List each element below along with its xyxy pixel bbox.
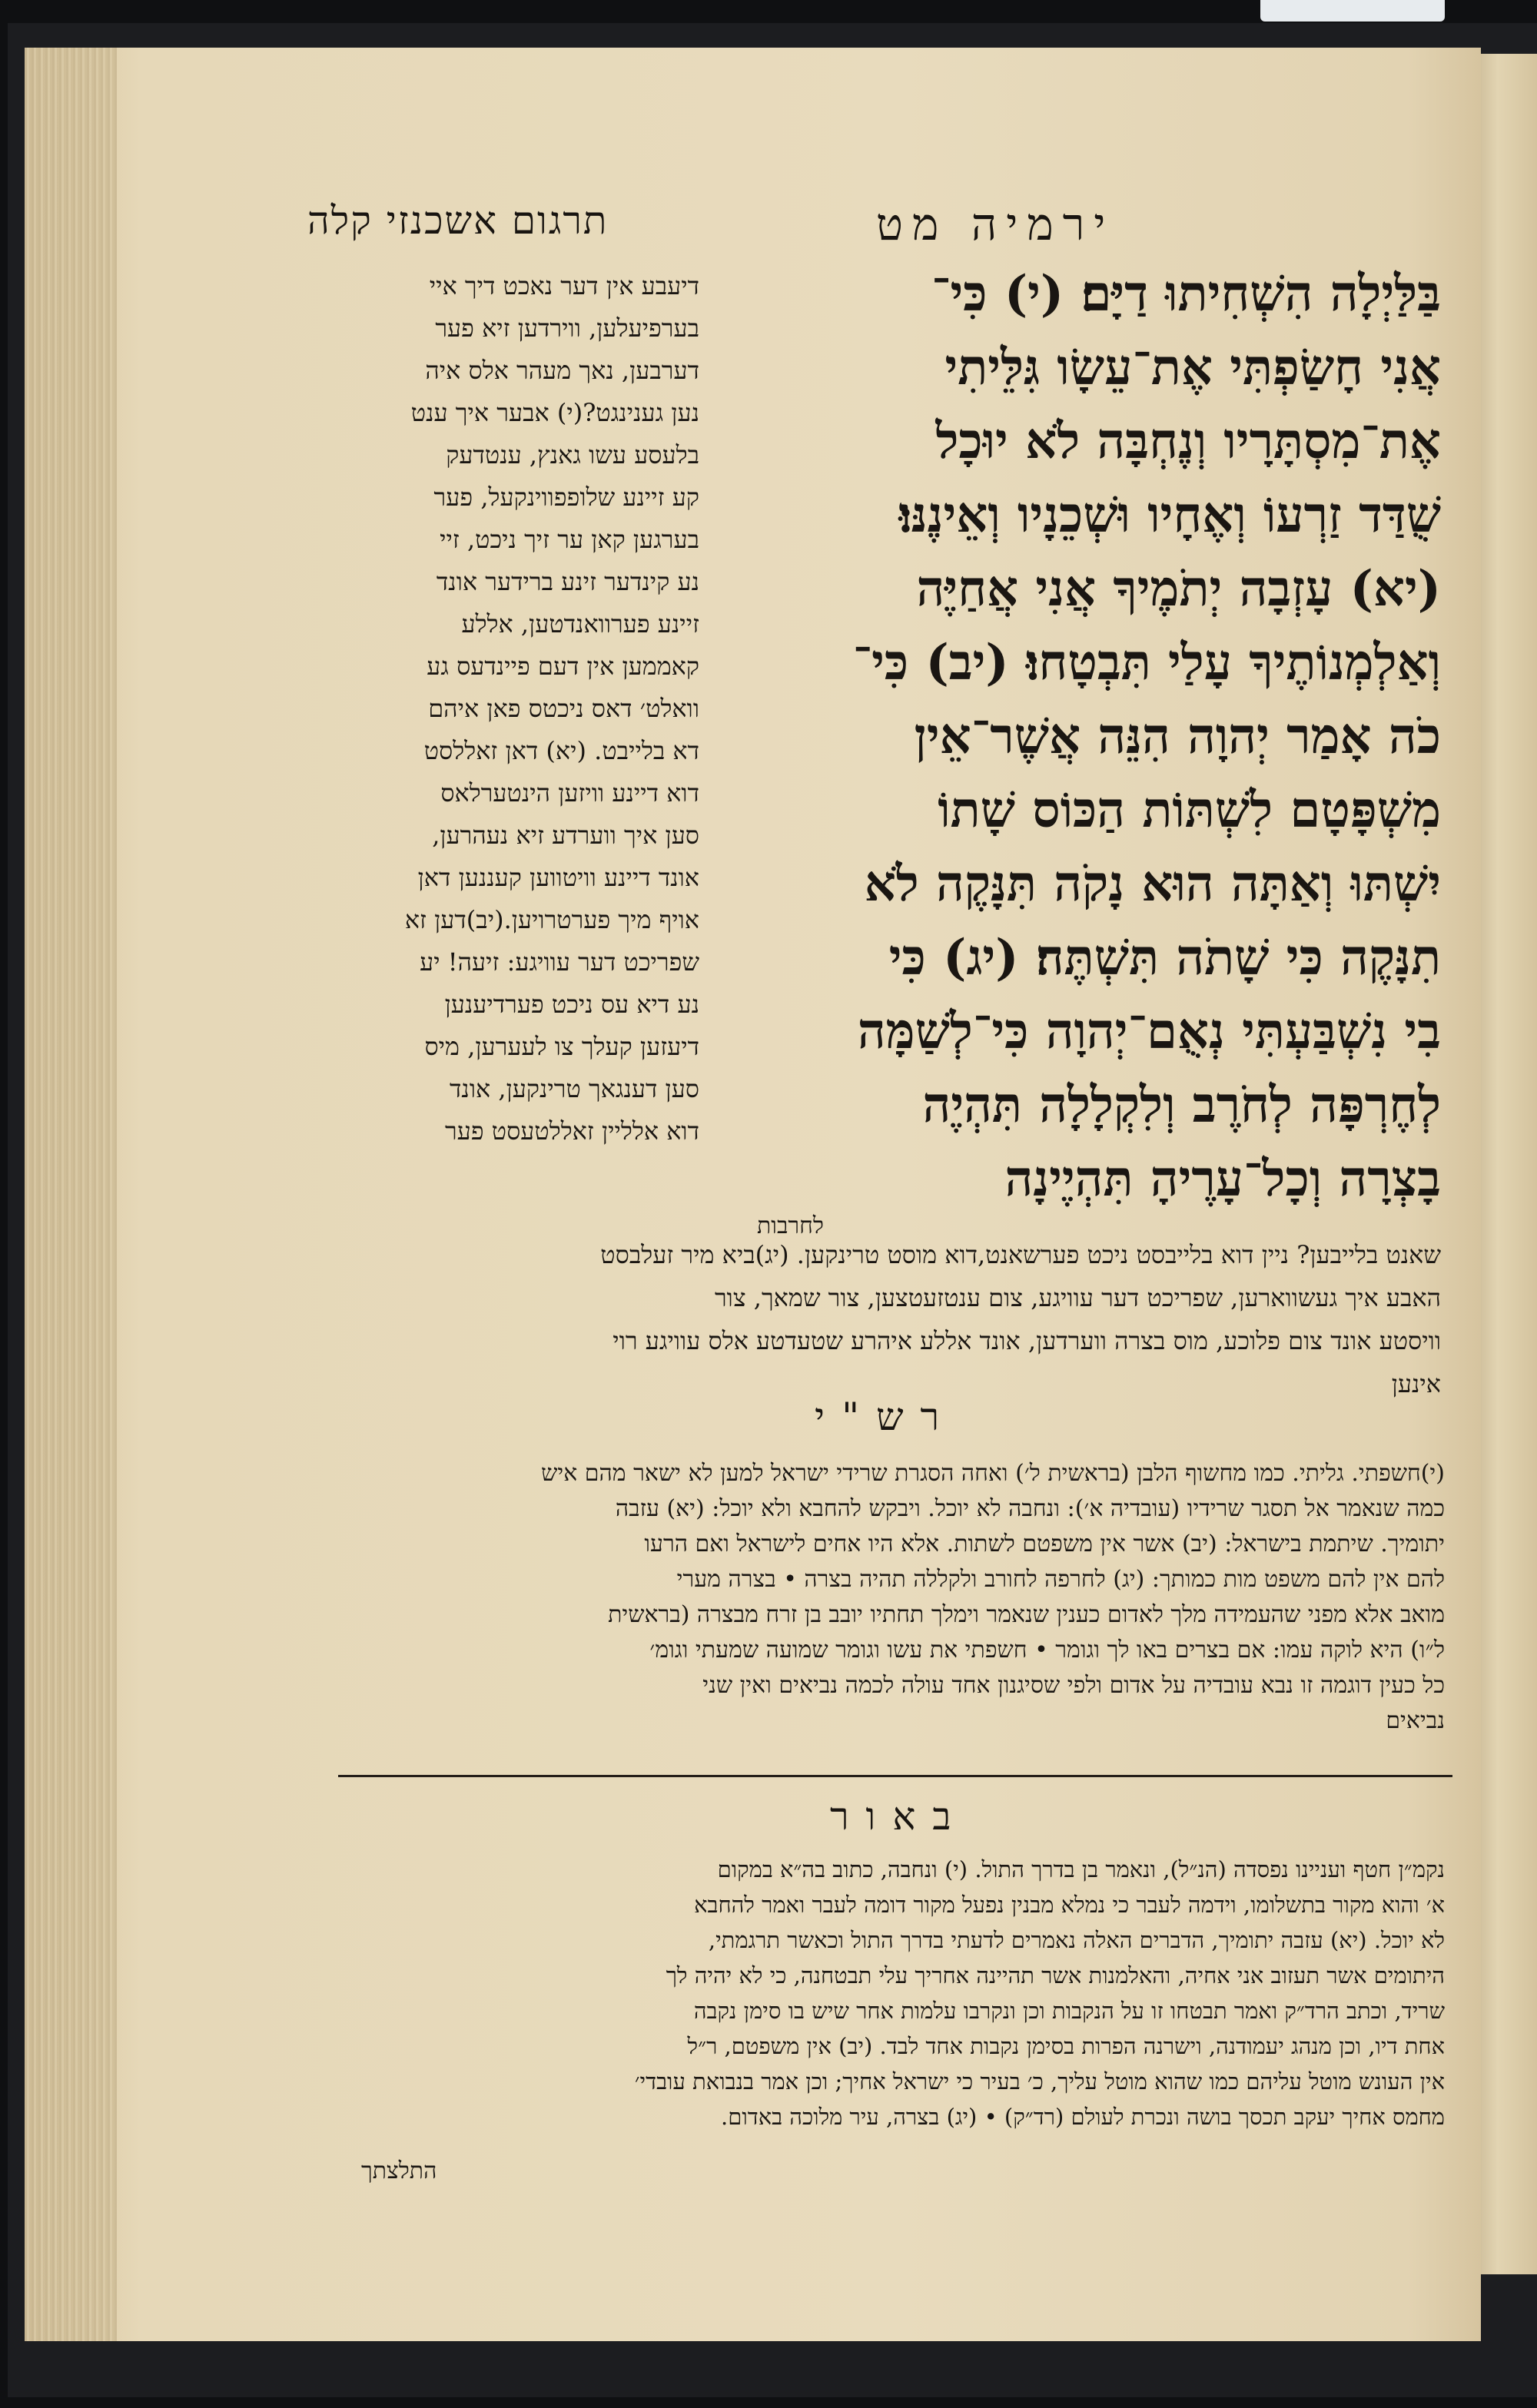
bookmark-tab [1260, 0, 1445, 22]
biur-heading: באור [830, 1794, 968, 1839]
biur-commentary [330, 1852, 1445, 2134]
translation-line: סען דענגאך טרינקען, אונד [450, 1074, 699, 1103]
scripture-line: בַּלַּיְלָה הִשְׁחִיתוּ דַיָּם׃ (י) כִּי־ [931, 265, 1441, 323]
rashi-line: מואב אלא מפני שהעמידה מלך לאדום כענין שנאמר וימלך תחתיו יובב בן זרח מבצרה (בראשית [608, 1601, 1445, 1628]
scripture-line: שֻׁדַּד זַרְעוֹ וְאֶחָיו וּשְׁכֵנָיו וְאֵינֶנּוּ׃ [898, 486, 1441, 544]
translation-line: אויף מיך פערטרויען.(יב)דען זא [404, 905, 699, 934]
translation-line: בלעסע עשו גאנץ, ענטדעק [446, 440, 699, 469]
translation-line: נען גענינגט?(י) אבער איך ענט [410, 398, 699, 427]
translation-line: בערגען קאן ער זיך ניכט, זיי [440, 525, 699, 554]
translation-line: זיינע פערוואנדטען, אללע [461, 609, 699, 638]
next-page-edge [1472, 54, 1537, 2274]
translation-line: בערפיעלען, ווירדען זיא פער [435, 313, 699, 343]
rashi-line: (י)חשפתי. גליתי. כמו מחשוף הלבן (בראשית ל׳) ואחה הסגרת שרידי ישראל למען לא ישאר מהם איש [541, 1460, 1445, 1487]
scripture-line: בָצְרָה וְכָל־עָרֶיהָ תִּהְיֶינָה [1004, 1150, 1441, 1208]
scripture-line: וְאַלְמְנוֹתֶיךָ עָלַי תִּבְטָחוּ׃ (יב) כִּי־ [852, 634, 1441, 692]
scripture-line: בִי נִשְׁבַּעְתִּי נְאֻם־יְהוָה כִּי־לְשַׁמָּה [857, 1003, 1441, 1060]
scripture-line: (יא) עָזְבָה יְתֹמֶיךָ אֲנִי אֲחַיֶּה [916, 560, 1441, 618]
scripture-line: תִנָּקֶה כִּי שָׁתֹה תִּשְׁתֶּה׃ (יג) כִּי [888, 929, 1441, 987]
scripture-line: כֹה אָמַר יְהוָה הִנֵּה אֲשֶׁר־אֵין [914, 708, 1441, 765]
scripture-catchword: לחרבות [757, 1212, 824, 1239]
biur-line: לא יוכל. (יא) עזבה יתומיך, הדברים האלה נאמרים לדעתי בדרך התול וכאשר תרגמתי, [708, 1927, 1445, 1953]
section-divider [338, 1775, 1452, 1777]
scripture-column [719, 257, 1441, 1216]
biur-catchword: התלצתך [361, 2158, 437, 2184]
biur-line: שריד, וכתב הרד״ק ואמר תבטחו זו על הנקבות וכן ונקרבו עלמות אחר שיש בו סימן נקבה [693, 1998, 1445, 2024]
scripture-line: לְחֶרְפָּה לְחֹרֶב וְלִקְלָלָה תִּהְיֶה [922, 1076, 1441, 1134]
translation-line: סען איך ווערדע זיא נעהרען, [432, 821, 699, 850]
rashi-line: כל כעין דוגמה זו נבא עובדיה על אדום ולפי שסיגנון אחד עולה לכמה נביאים ואין שני [702, 1672, 1445, 1699]
translation-cont-line: אינען [1391, 1369, 1441, 1398]
translation-line: דערבען, נאך מעהר אלס איה [425, 356, 699, 385]
rashi-heading: רש"י [815, 1395, 957, 1439]
biur-line: אחת דיו, וכן מנהג יעמודנה, וישרנה הפרות בסימן נקבות אחד לבד. (יב) אין משפטם, ר״ל [687, 2033, 1445, 2059]
translation-cont-line: שאנט בלייבען? ניין דוא בלייבסט ניכט פערשאנט,דוא מוסט טרינקען. (יג)ביא מיר זעלבסט [600, 1240, 1441, 1269]
translation-line: דיעבע אין דער נאכט דיך איי [429, 271, 699, 300]
translation-cont-line: וויסטע אונד צום פלוכע, מוס בצרה ווערדען, אונד אללע איהרע שטעדטע אלס עוויגע רוי [612, 1326, 1441, 1355]
biur-line: נקמ״ן חטף ועניינו נפסדה (הנ״ל), ונאמר בן בדרך התול. (י) ונחבה, כתוב בה״א במקום [717, 1856, 1445, 1882]
translation-line: דוא דיינע וויזען הינטערלאס [440, 778, 699, 808]
rashi-line: יתומיך. שיתמת בישראל: (יב) אשר אין משפטם לשתות. אלא היו אחים לישראל ואם הרעו [644, 1531, 1445, 1557]
rashi-line: להם אין להם משפט מות כמותך: (יג) לחרפה לחורב ולקללה תהיה בצרה • בצרה מערי [676, 1566, 1445, 1593]
translation-line: קאממען אין דעם פיינדעס גע [427, 652, 699, 681]
translation-line: אונד דיינע וויטווען קעננען דאן [417, 863, 699, 892]
header-book-chapter: ירמיה מט [876, 198, 1115, 250]
translation-line: וואלט׳ דאס ניכטס פאן איהם [428, 694, 699, 723]
rashi-line: נביאים [1386, 1707, 1445, 1734]
scripture-line: יִשְׁתּוּ וְאַתָּה הוּא נָקֹה תִּנָּקֶה לֹא [864, 855, 1441, 913]
biur-line: מחמס אחיך יעקב תכסך בושה ונכרת לעולם (רד״ק) • (יג) בצרה, עיר מלוכה באדום. [721, 2104, 1445, 2130]
translation-line: דיעזען קעלך צו לעערען, מיס [424, 1032, 699, 1061]
biur-line: אין העונש מוטל עליהם כמו שהוא מוטל עליך, כ׳ בעיר כי ישראל אחיך; וכן אמר בנבואת עובדי׳ [634, 2068, 1445, 2095]
translation-line: קע זיינע שלופפווינקעל, פער [433, 483, 699, 512]
translation-line: נע קינדער זינע ברידער אונד [436, 567, 699, 596]
scripture-line: אֶת־מִסְתָּרָיו וְנֶחְבָּה לֹא יוּכָל [935, 413, 1441, 470]
translation-continuation [304, 1233, 1441, 1405]
translation-column [304, 265, 699, 1153]
rashi-line: כמה שנאמר אל תסגר שרידיו (עובדיה א׳): ונחבה לא יוכל. ויבקש להחבא ולא יוכל: (יא) עזבה [615, 1495, 1445, 1522]
translation-line: נע דיא עס ניכט פערדיענען [444, 990, 699, 1019]
rashi-line: ל״ו) היא לוקה עמו: אם בצרים באו לך וגומר • חשפתי את עשו וגומר שמועה שמעתי וגומ׳ [649, 1637, 1445, 1663]
scripture-line: מִשְׁפָּטָם לִשְׁתּוֹת הַכּוֹס שָׁתוֹ [938, 781, 1441, 839]
rashi-commentary [323, 1456, 1445, 1739]
translation-cont-line: האבע איך געשווארען, שפריכט דער עוויגע, צום ענטזעטצען, צור שמאך, צור [714, 1283, 1441, 1312]
header-translation-title: תרגום אשכנזי קלה [307, 198, 609, 243]
page-fore-edge [25, 48, 117, 2341]
translation-line: דוא אלליין זאללטעסט פער [445, 1116, 699, 1146]
scripture-line: אֲנִי חָשַׂפְתִּי אֶת־עֵשָׂו גִּלֵּיתִי [944, 339, 1441, 396]
biur-line: היתומים אשר תעזוב אני אחיה, והאלמנות אשר תהיינה אחריך עלי תבטחנה, כי לא יהיה לך [666, 1962, 1445, 1988]
biur-line: א׳ והוא מקור בתשלומו, וידמה לעבר כי נמלא מבנין נפעל מקור דומה לעבר ואמר להחבא [694, 1892, 1445, 1918]
translation-line: שפריכט דער עוויגע: זיעה! יע [420, 947, 699, 977]
translation-line: דא בלייבט. (יא) דאן זאללסט [423, 736, 699, 765]
